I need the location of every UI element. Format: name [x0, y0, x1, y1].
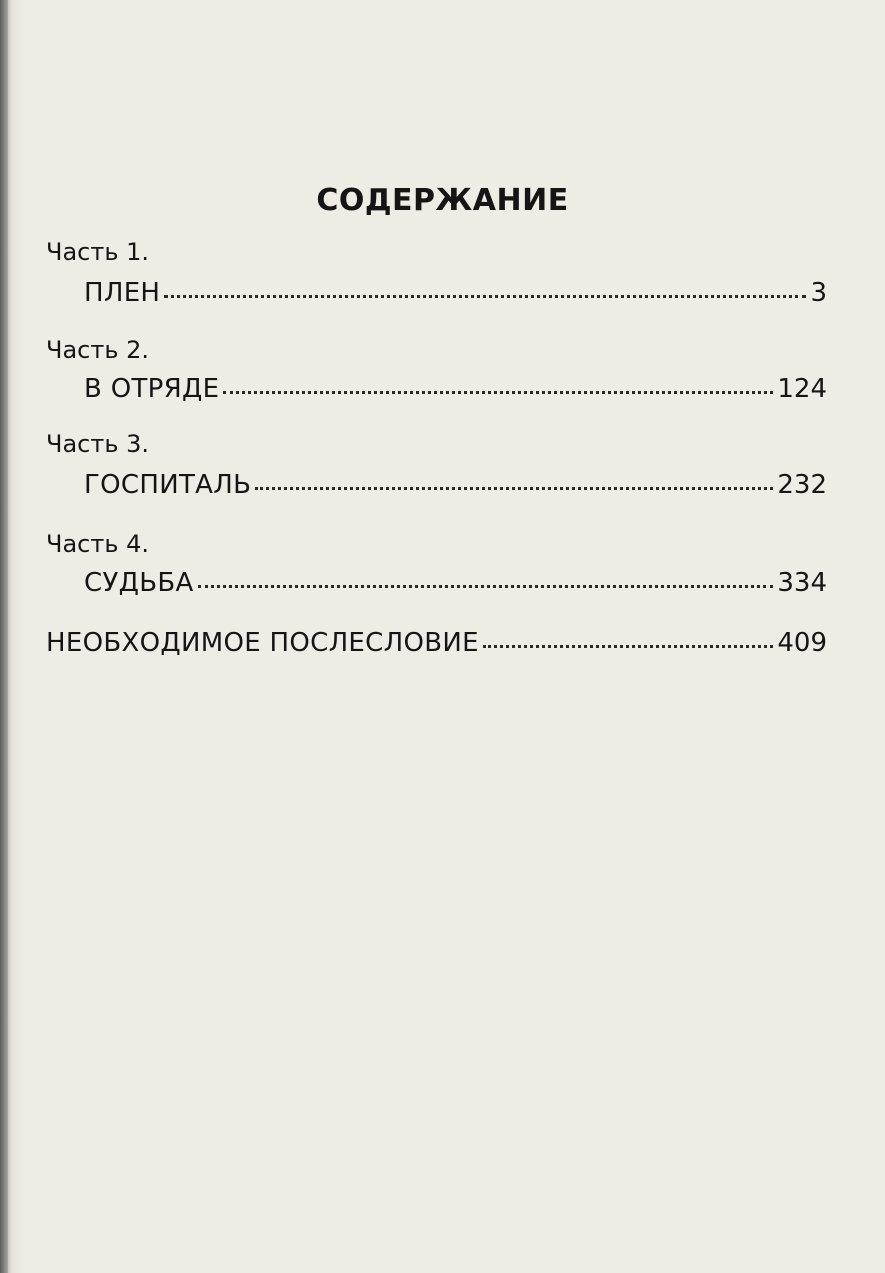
- dot-leader: [223, 391, 773, 394]
- page-number: 124: [777, 374, 827, 404]
- toc-line: [84, 568, 827, 598]
- dot-leader: [198, 585, 774, 588]
- chapter-title: СУДЬБА: [84, 568, 194, 598]
- chapter-title: ГОСПИТАЛЬ: [84, 470, 252, 500]
- dot-leader: [483, 645, 774, 648]
- part-label: Часть 2.: [46, 336, 150, 364]
- dot-leader: [164, 295, 806, 298]
- page-number: 3: [810, 278, 827, 308]
- toc-line: [84, 374, 827, 404]
- page-number: 232: [777, 470, 827, 500]
- chapter-title: НЕОБХОДИМОЕ ПОСЛЕСЛОВИЕ: [46, 628, 479, 658]
- chapter-title: В ОТРЯДЕ: [84, 374, 220, 404]
- page-number: 334: [777, 568, 827, 598]
- part-label: Часть 3.: [46, 430, 150, 458]
- page-number: 409: [777, 628, 827, 658]
- toc-line: [84, 278, 827, 308]
- toc-line: [46, 628, 827, 658]
- part-label: Часть 4.: [46, 530, 150, 558]
- part-label: Часть 1.: [46, 238, 150, 266]
- toc-line: [84, 470, 827, 500]
- chapter-title: ПЛЕН: [84, 278, 161, 308]
- contents-heading: СОДЕРЖАНИЕ: [316, 183, 569, 218]
- dot-leader: [255, 487, 773, 490]
